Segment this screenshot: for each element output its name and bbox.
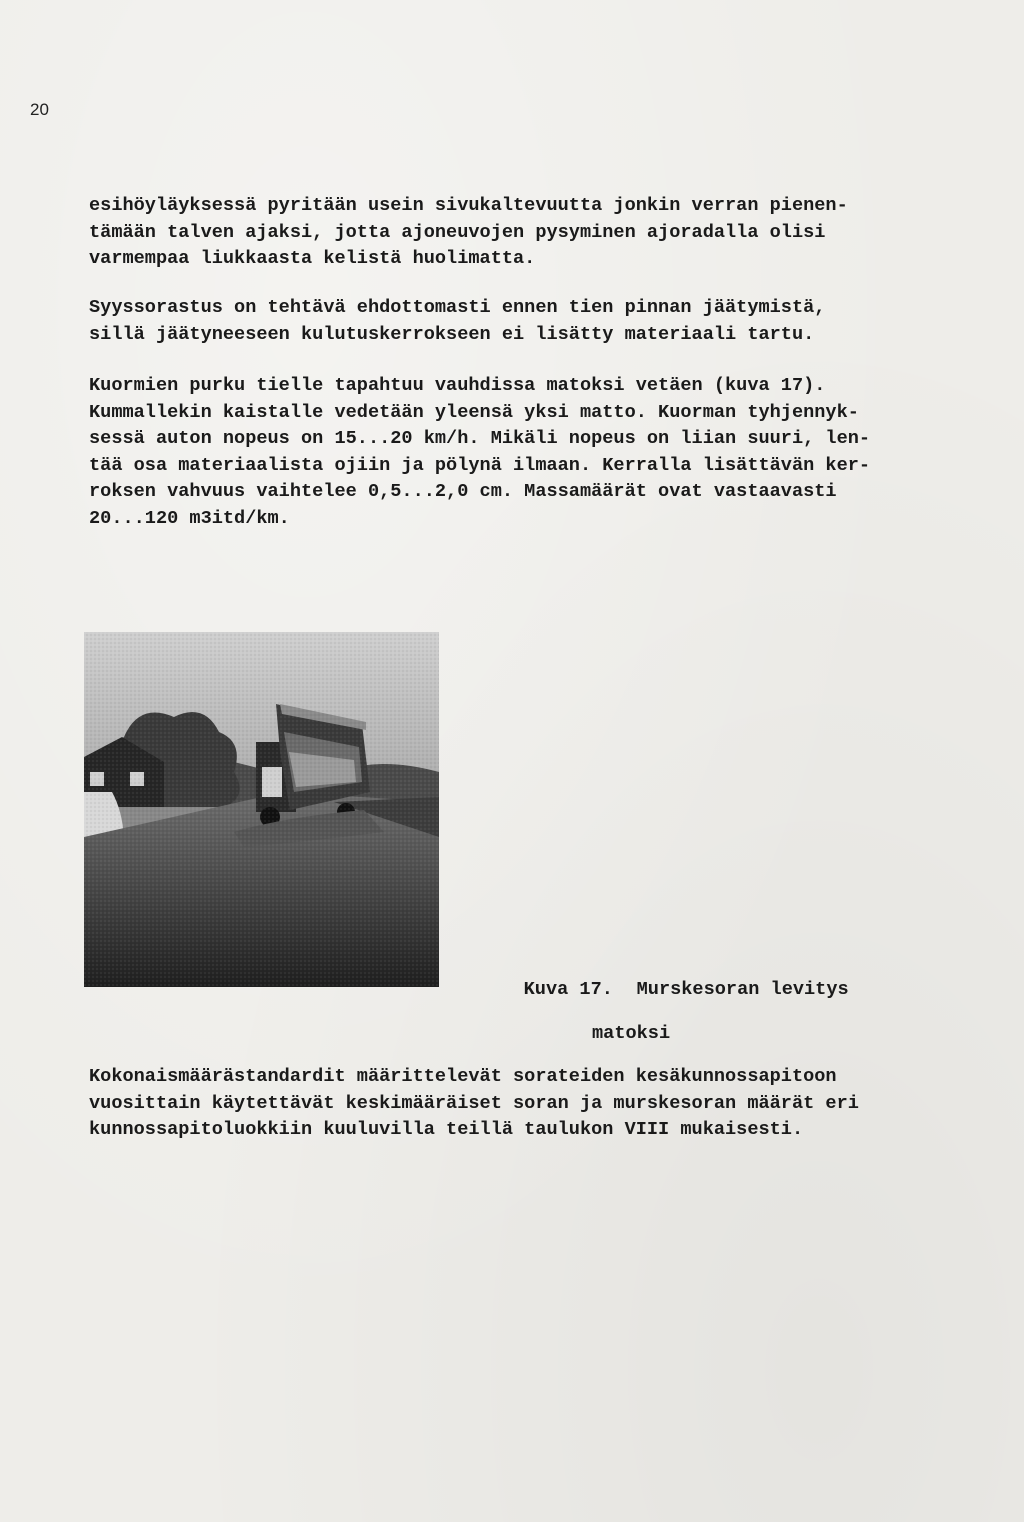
paragraph-4: Kokonaismäärästandardit määrittelevät sorateiden kesäkunnossapitoon vuosittain käytettävät keskimääräiset soran ja murskesoran määrät eri kunnossapitoluokkiin kuuluvilla teillä taulukon VIII mukaisesti.	[89, 1066, 859, 1140]
figure-photo	[84, 632, 439, 987]
paragraph-2: Syyssorastus on tehtävä ehdottomasti ennen tien pinnan jäätymistä, sillä jäätyneeseen kulutuskerrokseen ei lisätty materiaali tartu.	[89, 297, 826, 345]
figure-title-line1: Murskesoran levitys	[636, 979, 849, 1000]
figure-title-line2: matoksi	[592, 1023, 671, 1044]
paragraph-3: Kuormien purku tielle tapahtuu vauhdissa matoksi vetäen (kuva 17). Kummallekin kaistalle vedetään yleensä yksi matto. Kuorman tyhjennyk- sessä auton nopeus on 15...20 km/h. Mikäli nopeus on liian suuri, len- tää osa materiaalista ojiin ja pölynä ilmaan. Kerralla lisättävän ker- roksen vahvuus vaihtelee 0,5...2,0 cm. Massamäärät ovat vastaavasti 20...120 m3itd/km.	[89, 375, 871, 529]
figure-label: Kuva 17.	[523, 979, 613, 1000]
paragraph-1: esihöyläyksessä pyritään usein sivukaltevuutta jonkin verran pienen- tämään talven ajaksi, jotta ajoneuvojen pysyminen ajoradalla olisi varmempaa liukkaasta kelistä huolimatta.	[89, 195, 848, 269]
truck-spreading-gravel-photo	[84, 632, 439, 987]
page-number: 20	[30, 100, 49, 119]
